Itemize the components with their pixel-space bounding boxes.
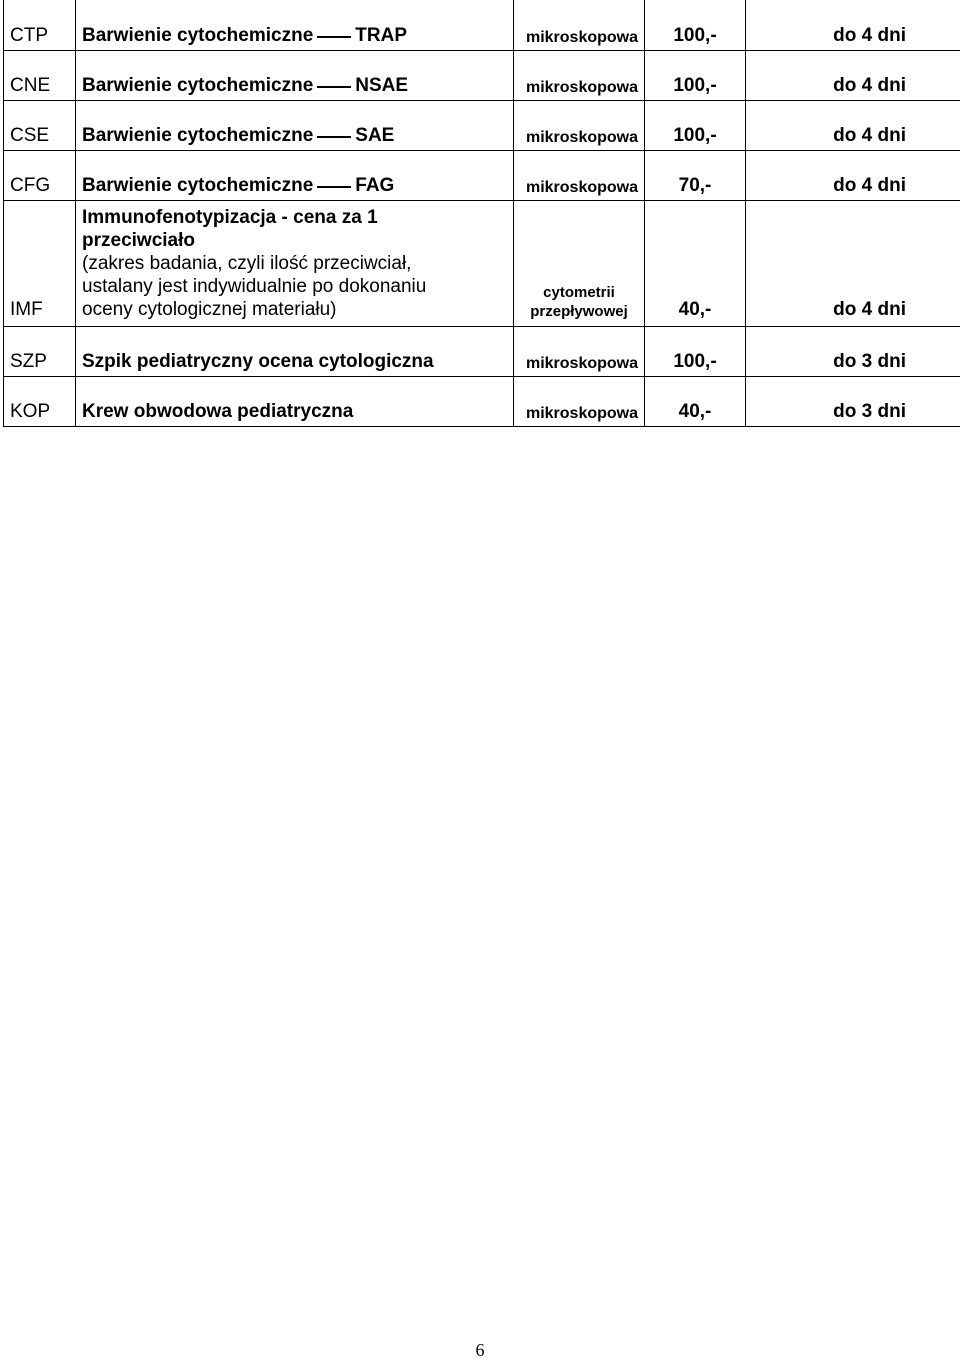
dash-line — [317, 36, 351, 38]
test-name: Barwienie cytochemiczne NSAE — [76, 51, 514, 101]
test-method: mikroskopowa — [514, 101, 645, 151]
test-price: 70,- — [645, 151, 746, 201]
test-code: CFG — [4, 151, 76, 201]
test-time: do 4 dni — [746, 101, 960, 151]
test-method: cytometrii przepływowej — [514, 201, 645, 327]
test-method: mikroskopowa — [514, 151, 645, 201]
dash-line — [317, 86, 351, 88]
table-row — [4, 377, 960, 427]
test-price: 100,- — [645, 327, 746, 377]
test-name: Szpik pediatryczny ocena cytologiczna — [76, 327, 514, 377]
test-name: Krew obwodowa pediatryczna — [76, 377, 514, 427]
page-number: 6 — [0, 1340, 960, 1361]
test-price: 100,- — [645, 101, 746, 151]
test-price: 100,- — [645, 51, 746, 101]
dash-line — [317, 136, 351, 138]
test-code: CTP — [4, 0, 76, 51]
test-price: 40,- — [645, 377, 746, 427]
test-code: KOP — [4, 377, 76, 427]
table-row — [4, 151, 960, 201]
name-line: Immunofenotypizacja - cena za 1 — [82, 206, 507, 229]
test-name: Barwienie cytochemiczne FAG — [76, 151, 514, 201]
test-name — [76, 201, 514, 327]
test-time: do 3 dni — [746, 327, 960, 377]
table-row — [4, 327, 960, 377]
test-method: mikroskopowa — [514, 377, 645, 427]
table-row — [4, 101, 960, 151]
test-price: 100,- — [645, 0, 746, 51]
test-time: do 4 dni — [746, 201, 960, 327]
test-time: do 4 dni — [746, 51, 960, 101]
test-method: mikroskopowa — [514, 51, 645, 101]
test-code: SZP — [4, 327, 76, 377]
test-time: do 4 dni — [746, 0, 960, 51]
name-line: przeciwciało — [82, 229, 507, 252]
test-time: do 4 dni — [746, 151, 960, 201]
test-method: mikroskopowa — [514, 327, 645, 377]
test-price: 40,- — [645, 201, 746, 327]
test-name: Barwienie cytochemiczne SAE — [76, 101, 514, 151]
test-code: IMF — [4, 201, 76, 327]
table-row-imf — [4, 201, 960, 327]
test-name: Barwienie cytochemiczne TRAP — [76, 0, 514, 51]
test-method: mikroskopowa — [514, 0, 645, 51]
test-code: CNE — [4, 51, 76, 101]
test-time: do 3 dni — [746, 377, 960, 427]
test-code: CSE — [4, 101, 76, 151]
table-row — [4, 0, 960, 51]
table-row — [4, 51, 960, 101]
dash-line — [317, 186, 351, 188]
price-table — [3, 0, 960, 427]
note-line: (zakres badania, czyli ilość przeciwciał, — [82, 252, 507, 275]
note-line: oceny cytologicznej materiału) — [82, 298, 507, 321]
note-line: ustalany jest indywidualnie po dokonaniu — [82, 275, 507, 298]
